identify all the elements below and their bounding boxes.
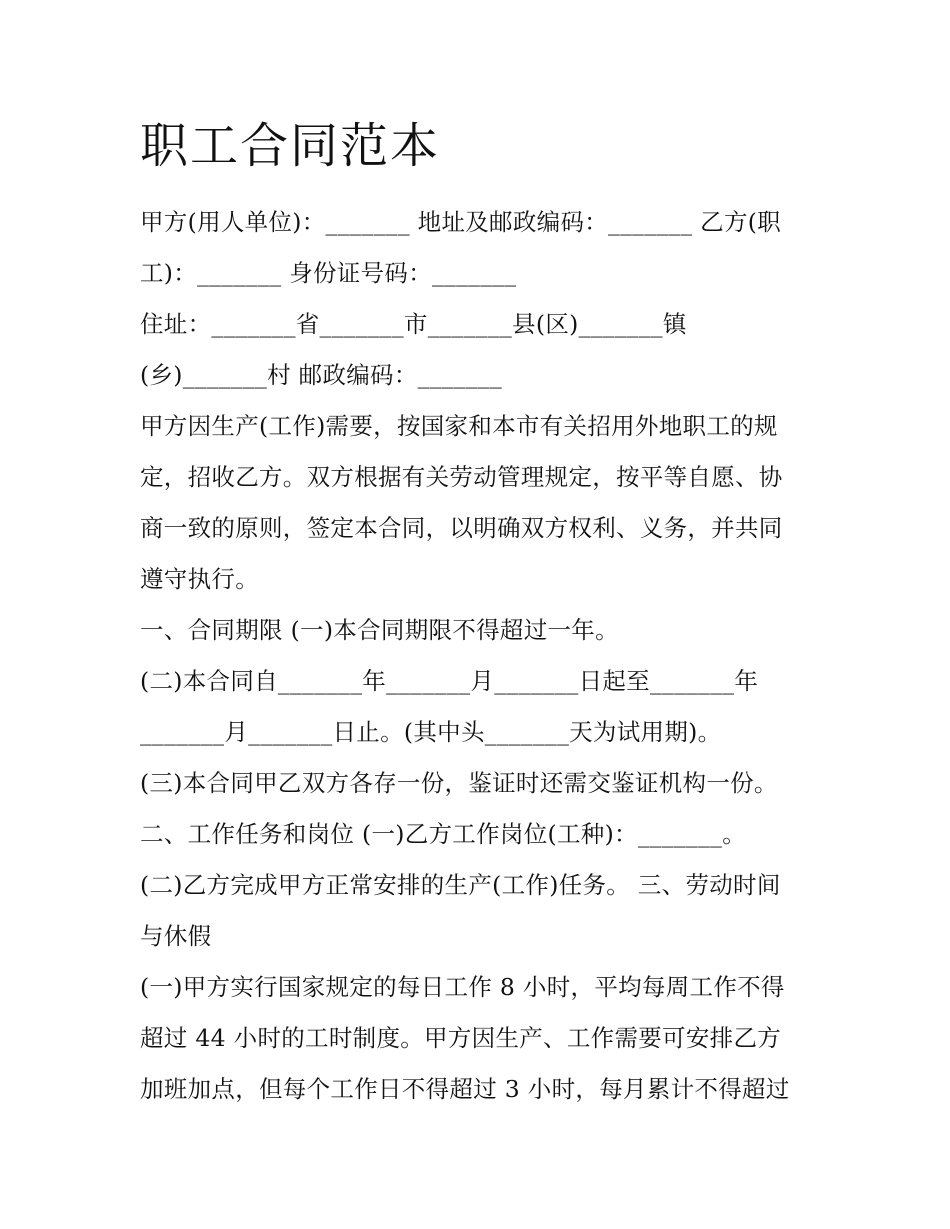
text-line: 与休假	[140, 922, 212, 950]
text-line: (三)本合同甲乙双方各存一份，鉴证时还需交鉴证机构一份。	[140, 769, 778, 797]
text-line: (一)甲方实行国家规定的每日工作 8 小时，平均每周工作不得	[140, 973, 785, 1001]
text-line: 商一致的原则，签定本合同，以明确双方权利、义务，并共同	[140, 514, 783, 542]
text-line: 二、工作任务和岗位 (一)乙方工作岗位(工种)：_______。	[140, 820, 746, 848]
document-title: 职工合同范本	[140, 118, 441, 174]
text-line: 遵守执行。	[140, 565, 259, 593]
document-body	[140, 197, 820, 1115]
text-line: 甲方因生产(工作)需要，按国家和本市有关招用外地职工的规	[140, 412, 778, 440]
text-line: _______月_______日止。(其中头_______天为试用期)。	[140, 718, 722, 746]
text-line: 超过 44 小时的工时制度。甲方因生产、工作需要可安排乙方	[140, 1024, 782, 1052]
text-line: 加班加点，但每个工作日不得超过 3 小时，每月累计不得超过	[140, 1075, 790, 1103]
text-line: 一、合同期限 (一)本合同期限不得超过一年。	[140, 616, 619, 644]
text-line: (乡)_______村 邮政编码：_______	[140, 361, 503, 389]
text-line: 住址：_______省_______市_______县(区)_______镇	[140, 310, 687, 338]
text-line: 甲方(用人单位)：_______ 地址及邮政编码：_______ 乙方(职	[140, 208, 782, 236]
text-line: (二)本合同自_______年_______月_______日起至_______年	[140, 667, 759, 695]
text-line: 工)：_______ 身份证号码：_______	[140, 259, 517, 287]
text-line: (二)乙方完成甲方正常安排的生产(工作)任务。 三、劳动时间	[140, 871, 781, 899]
text-line: 定，招收乙方。双方根据有关劳动管理规定，按平等自愿、协	[140, 463, 783, 491]
